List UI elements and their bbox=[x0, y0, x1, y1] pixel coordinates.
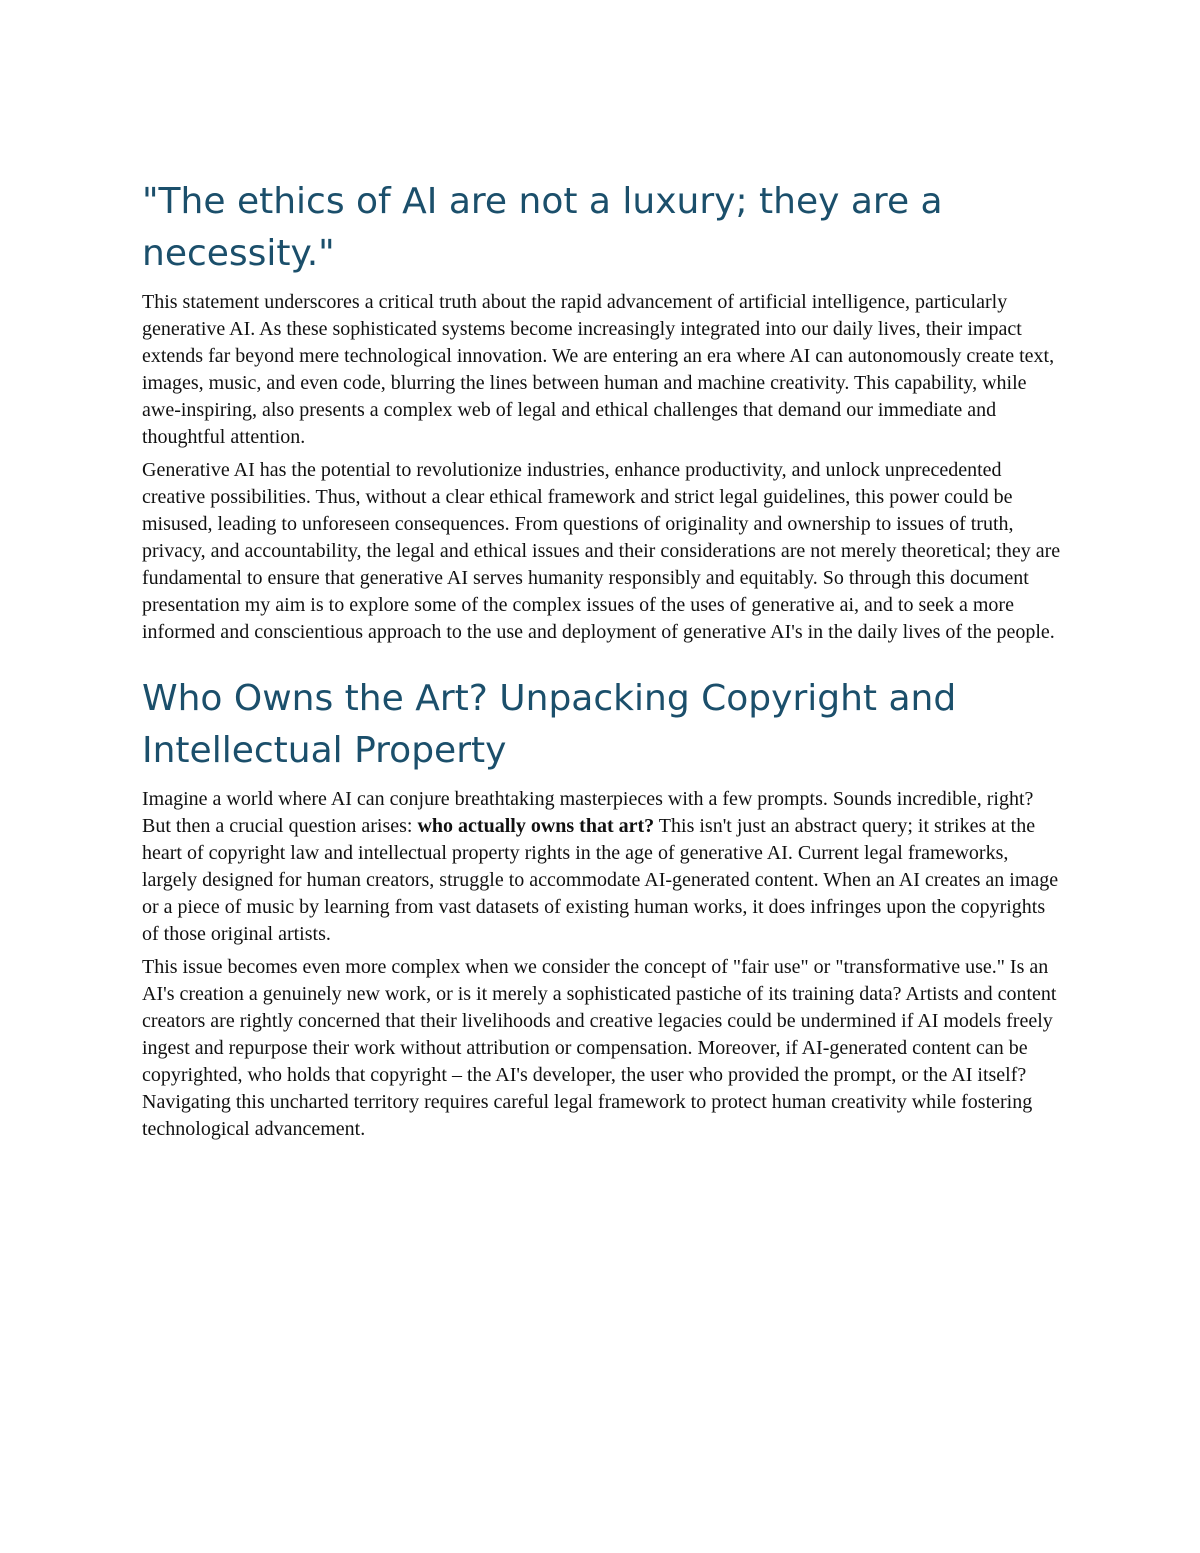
ownership-text-end: This isn't just an abstract query; it strikes at the heart of copyright law and intellectual property rights in the age of generative AI. Current legal frameworks, largely designed for human creators, struggle to accommodate AI-generated content. When an AI creates an image or a piece of music by learning from vast datasets of existing human works, it does infringes upon the copyrights of those original artists. bbox=[142, 815, 1059, 945]
ownership-text-start: Imagine a world where AI can conjure breathtaking masterpieces with a few prompts. Sounds incredible, right? But then a crucial question arises: bbox=[142, 788, 1034, 837]
ownership-paragraph bbox=[142, 786, 1062, 948]
section-heading-ethics: "The ethics of AI are not a luxury; they are a necessity." bbox=[142, 181, 943, 274]
ownership-question: who actually owns that art? bbox=[417, 815, 655, 837]
intro-paragraph: This statement underscores a critical truth about the rapid advancement of artificial intelligence, particularly generative AI. As these sophisticated systems become increasingly integrated into our daily lives, their impact extends far beyond mere technological innovation. We are entering an era where AI can autonomously create text, images, music, and even code, blurring the lines between human and machine creativity. This capability, while awe-inspiring, also presents a complex web of legal and ethical challenges that demand our immediate and thoughtful attention. bbox=[142, 291, 1055, 448]
fair-use-paragraph: This issue becomes even more complex when we consider the concept of "fair use" or "transformative use." Is an AI's creation a genuinely new work, or is it merely a sophisticated pastiche of its training data? Artists and content creators are rightly concerned that their livelihoods and creative legacies could be undermined if AI models freely ingest and repurpose their work without attribution or compensation. Moreover, if AI-generated content can be copyrighted, who holds that copyright – the AI's developer, the user who provided the prompt, or the AI itself? Navigating this uncharted territory requires careful legal framework to protect human creativity while fostering technological advancement. bbox=[142, 956, 1057, 1140]
section-heading-copyright: Who Owns the Art? Unpacking Copyright and Intellectual Property bbox=[142, 678, 957, 771]
document-page bbox=[142, 176, 1062, 1149]
potential-paragraph: Generative AI has the potential to revolutionize industries, enhance productivity, and unlock unprecedented creative possibilities. Thus, without a clear ethical framework and strict legal guidelines, this power could be misused, leading to unforeseen consequences. From questions of originality and ownership to issues of truth, privacy, and accountability, the legal and ethical issues and their considerations are not merely theoretical; they are fundamental to ensure that generative AI serves humanity responsibly and equitably. So through this document presentation my aim is to explore some of the complex issues of the uses of generative ai, and to seek a more informed and conscientious approach to the use and deployment of generative AI's in the daily lives of the people. bbox=[142, 459, 1061, 643]
